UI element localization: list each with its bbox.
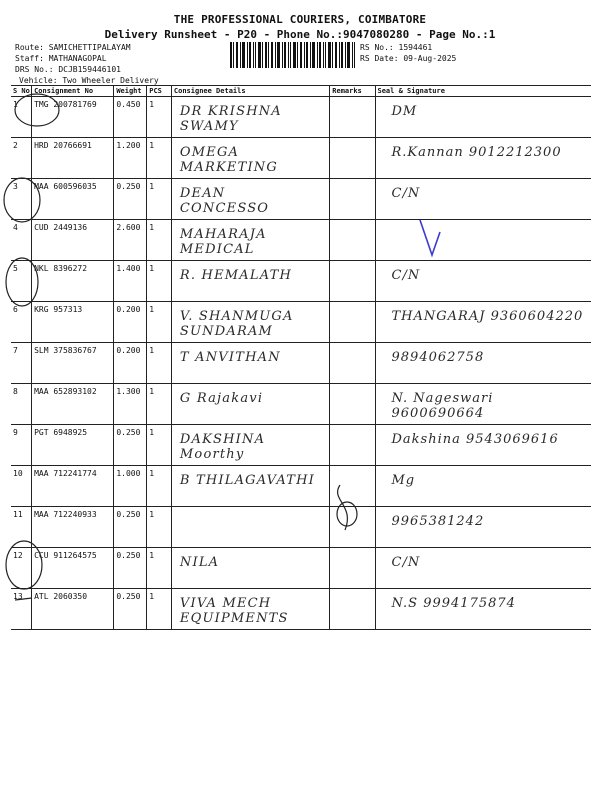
col-header-sno: S No: [13, 87, 30, 95]
pcs-count-cell: [147, 220, 172, 261]
seal-signature: C/N: [391, 555, 421, 570]
pcs-count: 1: [149, 182, 155, 191]
consignment-number-cell: [32, 589, 114, 630]
consignment-number-cell: [32, 466, 114, 507]
weight-value-cell: [114, 425, 147, 466]
consignment-number-cell: [32, 343, 114, 384]
table-row: [11, 466, 591, 507]
pcs-count-cell: [147, 425, 172, 466]
col-header-weight: Weight: [114, 86, 147, 97]
seal-signature-cell: [375, 384, 591, 425]
pcs-count: 1: [149, 264, 155, 273]
seal-signature: 9965381242: [391, 514, 485, 529]
weight-value-cell: [114, 589, 147, 630]
row-sno-cell: [11, 466, 32, 507]
consignment-number: NKL 8396272: [34, 264, 88, 273]
row-sno-cell: [11, 589, 32, 630]
pcs-count: 1: [149, 551, 155, 560]
weight-value: 0.250: [116, 182, 141, 191]
consignment-number-cell: [32, 548, 114, 589]
consignment-number-cell: [32, 97, 114, 138]
weight-value: 0.250: [116, 428, 141, 437]
consignment-number-cell: [32, 425, 114, 466]
row-sno: 2: [13, 141, 18, 150]
consignment-number: TMG 200781769: [34, 100, 97, 109]
seal-signature-cell: [375, 507, 591, 548]
consignee-details: DEAN CONCESSO: [179, 186, 270, 216]
seal-signature-cell: [375, 179, 591, 220]
seal-signature: 9894062758: [391, 350, 485, 365]
weight-value-cell: [114, 261, 147, 302]
weight-value: 1.200: [116, 141, 141, 150]
pcs-count: 1: [149, 469, 155, 478]
company-title: THE PROFESSIONAL COURIERS, COIMBATORE: [173, 13, 427, 26]
weight-value: 1.300: [116, 387, 141, 396]
row-sno: 13: [13, 592, 23, 601]
seal-signature: Dakshina 9543069616: [391, 432, 559, 447]
consignee-details-cell: [171, 138, 329, 179]
weight-value-cell: [114, 220, 147, 261]
seal-signature-cell: [375, 425, 591, 466]
row-sno: 5: [13, 264, 18, 273]
weight-value: 1.400: [116, 264, 141, 273]
consignment-number: MAA 712240933: [34, 510, 97, 519]
consignment-number-cell: [32, 138, 114, 179]
row-sno-cell: [11, 343, 32, 384]
consignment-number-cell: [32, 220, 114, 261]
weight-value: 0.200: [116, 346, 141, 355]
row-sno-cell: [11, 138, 32, 179]
row-sno-cell: [11, 261, 32, 302]
consignee-details-cell: [171, 466, 329, 507]
seal-signature-cell: [375, 466, 591, 507]
consignment-number-cell: [32, 179, 114, 220]
consignee-details-cell: [171, 97, 329, 138]
weight-value-cell: [114, 384, 147, 425]
consignment-number: SLM 375836767: [34, 346, 97, 355]
delivery-table: [11, 85, 591, 630]
seal-signature-cell: [375, 220, 591, 261]
pcs-count: 1: [149, 428, 155, 437]
pcs-count-cell: [147, 589, 172, 630]
table-row: [11, 425, 591, 466]
consignee-details: [174, 510, 320, 514]
weight-value: 2.600: [116, 223, 141, 232]
vehicle-info: Vehicle: Two Wheeler Delivery: [19, 76, 159, 85]
row-sno-cell: [11, 220, 32, 261]
consignee-details-cell: [171, 343, 329, 384]
consignment-number: MAA 600596035: [34, 182, 97, 191]
seal-signature: N. Nageswari 9600690664: [391, 391, 494, 421]
remarks-cell-cell: [330, 302, 375, 343]
seal-signature: R.Kannan 9012212300: [391, 145, 562, 160]
seal-signature-cell: [375, 97, 591, 138]
seal-signature: DM: [391, 104, 418, 119]
seal-signature-cell: [375, 302, 591, 343]
consignee-details-cell: [171, 220, 329, 261]
consignee-details-cell: [171, 384, 329, 425]
pcs-count-cell: [147, 261, 172, 302]
pcs-count: 1: [149, 387, 155, 396]
consignee-details: DAKSHINA Moorthy: [179, 432, 266, 462]
weight-value-cell: [114, 302, 147, 343]
remarks-cell-cell: [330, 507, 375, 548]
consignee-details-cell: [171, 261, 329, 302]
row-sno: 9: [13, 428, 18, 437]
weight-value-cell: [114, 466, 147, 507]
consignee-details-cell: [171, 589, 329, 630]
table-row: [11, 220, 591, 261]
remarks-cell-cell: [330, 589, 375, 630]
table-row: [11, 589, 591, 630]
remarks-cell-cell: [330, 384, 375, 425]
pcs-count-cell: [147, 302, 172, 343]
consignee-details: NILA: [179, 555, 220, 570]
consignment-number-cell: [32, 261, 114, 302]
consignment-number: PGT 6948925: [34, 428, 88, 437]
rs-date: RS Date: 09-Aug-2025: [360, 54, 457, 63]
pcs-count-cell: [147, 466, 172, 507]
consignee-details-cell: [171, 179, 329, 220]
col-header-pcs: PCS: [147, 86, 172, 97]
row-sno: 8: [13, 387, 18, 396]
col-header-remarks: Remarks: [330, 86, 375, 97]
pcs-count: 1: [149, 592, 155, 601]
consignment-number: ATL 2060350: [34, 592, 88, 601]
row-sno-cell: [11, 179, 32, 220]
weight-value-cell: [114, 179, 147, 220]
remarks-cell-cell: [330, 138, 375, 179]
seal-signature: [378, 223, 587, 227]
consignee-details-cell: [171, 548, 329, 589]
seal-signature: C/N: [391, 268, 421, 283]
consignment-number-cell: [32, 302, 114, 343]
consignee-details: R. HEMALATH: [179, 268, 293, 283]
remarks-cell-cell: [330, 261, 375, 302]
consignment-number: MAA 652893102: [34, 387, 97, 396]
table-header-row: [11, 86, 591, 97]
pcs-count: 1: [149, 346, 155, 355]
seal-signature-cell: [375, 343, 591, 384]
table-row: [11, 507, 591, 548]
table-row: [11, 138, 591, 179]
remarks-cell-cell: [330, 466, 375, 507]
seal-signature-cell: [375, 261, 591, 302]
consignee-details: V. SHANMUGA SUNDARAM: [179, 309, 294, 339]
barcode-image: [230, 42, 355, 68]
row-sno: 10: [13, 469, 23, 478]
weight-value: 0.250: [116, 510, 141, 519]
row-sno-cell: [11, 97, 32, 138]
route-info: Route: SAMICHETTIPALAYAM: [15, 43, 131, 52]
table-row: [11, 302, 591, 343]
pcs-count-cell: [147, 507, 172, 548]
seal-signature: N.S 9994175874: [391, 596, 516, 611]
staff-info: Staff: MATHANAGOPAL: [15, 54, 107, 63]
seal-signature: THANGARAJ 9360604220: [391, 309, 584, 324]
consignment-number-cell: [32, 507, 114, 548]
row-sno-cell: [11, 384, 32, 425]
pcs-count-cell: [147, 548, 172, 589]
pcs-count-cell: [147, 384, 172, 425]
seal-signature-cell: [375, 548, 591, 589]
pcs-count-cell: [147, 97, 172, 138]
weight-value-cell: [114, 548, 147, 589]
row-sno-cell: [11, 425, 32, 466]
consignee-details: G Rajakavi: [179, 391, 264, 406]
pcs-count-cell: [147, 343, 172, 384]
consignee-details: T ANVITHAN: [179, 350, 281, 365]
runsheet-subtitle: Delivery Runsheet - P20 - Phone No.:9047080280 - Page No.:1: [104, 28, 496, 41]
remarks-cell-cell: [330, 548, 375, 589]
row-sno: 7: [13, 346, 18, 355]
consignee-details: DR KRISHNA SWAMY: [179, 104, 282, 134]
col-header-consignment: Consignment No: [32, 86, 114, 97]
seal-signature: C/N: [391, 186, 421, 201]
seal-signature-cell: [375, 589, 591, 630]
consignment-number: KRG 957313: [34, 305, 83, 314]
consignee-details-cell: [171, 425, 329, 466]
table-row: [11, 179, 591, 220]
remarks-cell-cell: [330, 179, 375, 220]
weight-value: 0.250: [116, 592, 141, 601]
remarks-cell-cell: [330, 97, 375, 138]
row-sno: 1: [13, 100, 18, 109]
consignment-number: HRD 20766691: [34, 141, 92, 150]
consignee-details: OMEGA MARKETING: [179, 145, 278, 175]
col-header-consignee: Consignee Details: [171, 86, 329, 97]
row-sno: 11: [13, 510, 23, 519]
consignment-number: MAA 712241774: [34, 469, 97, 478]
weight-value: 1.000: [116, 469, 141, 478]
remarks-cell-cell: [330, 425, 375, 466]
table-row: [11, 384, 591, 425]
pcs-count: 1: [149, 305, 155, 314]
table-row: [11, 261, 591, 302]
weight-value: 0.450: [116, 100, 141, 109]
pcs-count: 1: [149, 510, 155, 519]
row-sno: 3: [13, 182, 18, 191]
rs-number: RS No.: 1594461: [360, 43, 433, 52]
row-sno-cell: [11, 548, 32, 589]
weight-value-cell: [114, 507, 147, 548]
pcs-count-cell: [147, 138, 172, 179]
col-header-signature: Seal & Signature: [375, 86, 591, 97]
seal-signature: Mg: [391, 473, 416, 488]
drs-number: DRS No.: DCJB159446101: [15, 65, 121, 74]
row-sno: 12: [13, 551, 23, 560]
pcs-count-cell: [147, 179, 172, 220]
consignment-number: CUD 2449136: [34, 223, 88, 232]
table-row: [11, 97, 591, 138]
pcs-count: 1: [149, 141, 155, 150]
consignment-number: CCU 911264575: [34, 551, 97, 560]
table-row: [11, 343, 591, 384]
pcs-count: 1: [149, 100, 155, 109]
consignee-details-cell: [171, 507, 329, 548]
remarks-cell-cell: [330, 343, 375, 384]
consignee-details: VIVA MECH EQUIPMENTS: [179, 596, 289, 626]
weight-value: 0.200: [116, 305, 141, 314]
weight-value: 0.250: [116, 551, 141, 560]
consignee-details-cell: [171, 302, 329, 343]
pcs-count: 1: [149, 223, 155, 232]
consignee-details: MAHARAJA MEDICAL: [179, 227, 267, 257]
row-sno-cell: [11, 507, 32, 548]
row-sno: 4: [13, 223, 18, 232]
consignment-number-cell: [32, 384, 114, 425]
weight-value-cell: [114, 138, 147, 179]
row-sno-cell: [11, 302, 32, 343]
seal-signature-cell: [375, 138, 591, 179]
weight-value-cell: [114, 343, 147, 384]
remarks-cell-cell: [330, 220, 375, 261]
consignee-details: B THILAGAVATHI: [179, 473, 316, 488]
table-row: [11, 548, 591, 589]
weight-value-cell: [114, 97, 147, 138]
row-sno: 6: [13, 305, 18, 314]
